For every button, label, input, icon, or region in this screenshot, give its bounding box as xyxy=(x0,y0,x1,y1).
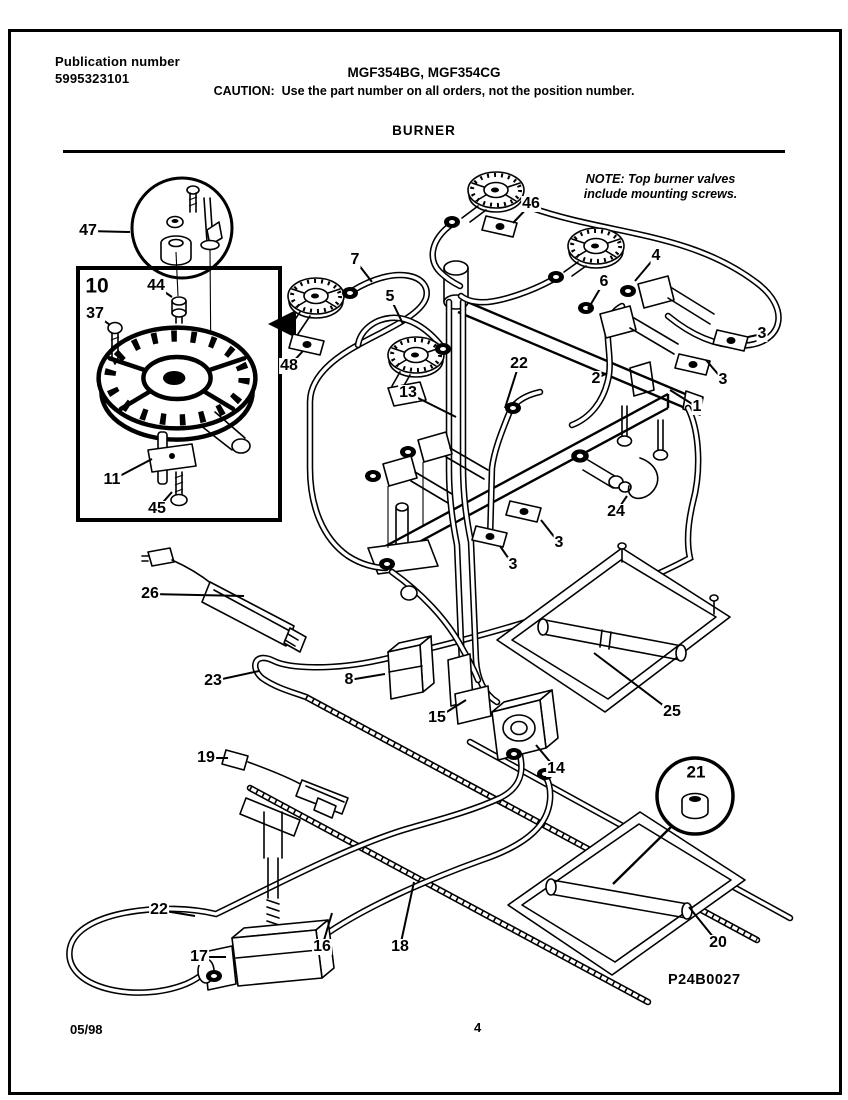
callout-23-label: 23 xyxy=(204,672,222,689)
callout-8-label: 8 xyxy=(344,671,354,688)
callout-45-label: 45 xyxy=(148,500,166,517)
leader-line-25 xyxy=(594,653,672,712)
callout-22-label: 22 xyxy=(510,355,528,372)
callout-5-label: 5 xyxy=(385,288,395,305)
callout-16-label: 16 xyxy=(313,938,331,955)
callout-25-label: 25 xyxy=(663,703,681,720)
callout-4-label: 4 xyxy=(651,247,661,264)
callout-2-label: 2 xyxy=(591,370,601,387)
diagram-id: P24B0027 xyxy=(668,972,741,988)
callout-37-label: 37 xyxy=(86,305,104,322)
callout-26-label: 26 xyxy=(141,585,159,602)
callout-13-label: 13 xyxy=(399,384,417,401)
callout-3-label: 3 xyxy=(554,534,564,551)
callout-21-label: 21 xyxy=(686,762,706,782)
model-numbers: MGF354BG, MGF354CG xyxy=(347,65,501,80)
callout-46-label: 46 xyxy=(522,195,540,212)
callout-3-label: 3 xyxy=(508,556,518,573)
callout-19-label: 19 xyxy=(197,749,215,766)
callout-1-label: 1 xyxy=(692,398,702,415)
leader-line-26 xyxy=(150,594,244,596)
callout-18-label: 18 xyxy=(391,938,409,955)
callout-22-label: 22 xyxy=(150,901,168,918)
callout-11-label: 11 xyxy=(103,471,121,488)
callout-3-label: 3 xyxy=(718,371,728,388)
callout-14-label: 14 xyxy=(547,760,565,777)
caution-text: CAUTION: Use the part number on all orders, not the position number. xyxy=(213,84,635,98)
footer-date: 05/98 xyxy=(70,1022,103,1037)
callout-6-label: 6 xyxy=(599,273,609,290)
callout-3-label: 3 xyxy=(757,325,767,342)
callout-47-label: 47 xyxy=(79,222,97,239)
callout-24-label: 24 xyxy=(607,503,625,520)
callout-15-label: 15 xyxy=(428,709,446,726)
note-line-2: include mounting screws. xyxy=(583,187,738,201)
section-title: BURNER xyxy=(392,123,456,138)
callout-20-label: 20 xyxy=(709,934,727,951)
callout-7-label: 7 xyxy=(350,251,360,268)
publication-number: 5995323101 xyxy=(55,71,130,86)
callout-44-label: 44 xyxy=(147,277,165,294)
publication-label: Publication number xyxy=(55,54,180,69)
note-line-1: NOTE: Top burner valves xyxy=(585,172,736,186)
callout-17-label: 17 xyxy=(190,948,208,965)
callout-10-label: 10 xyxy=(85,274,109,298)
footer-page-number: 4 xyxy=(474,1020,482,1035)
callout-48-label: 48 xyxy=(280,357,298,374)
